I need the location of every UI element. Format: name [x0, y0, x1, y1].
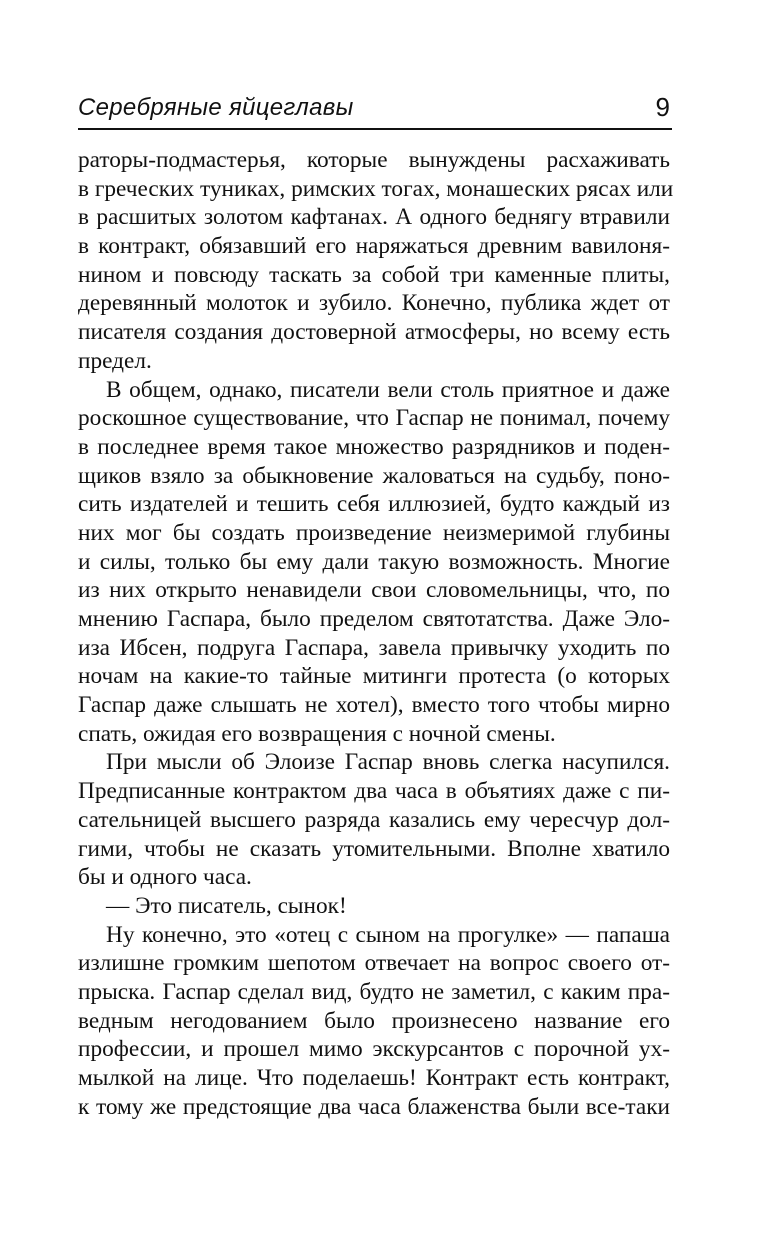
text-line: В общем, однако, писатели вели столь приятное и даже — [106, 376, 670, 403]
text-line: мнению Гаспара, было пределом святотатства. Даже Эло- — [78, 606, 670, 632]
page-number: 9 — [655, 92, 670, 122]
text-line: При мысли об Элоизе Гаспар вновь слегка насупился. — [106, 749, 670, 776]
text-line: нином и повсюду таскать за собой три каменные плиты, — [78, 261, 670, 288]
text-line: излишне громким шепотом отвечает на вопрос своего от- — [78, 950, 670, 977]
text-line: из них открыто ненавидели свои словомельницы, что, по — [78, 577, 670, 604]
body-text — [78, 146, 674, 1121]
text-line: Ну конечно, это «отец с сыном на прогулке» — папаша — [106, 921, 670, 948]
text-line: в расшитых золотом кафтанах. А одного беднягу втравили — [78, 204, 670, 231]
text-line: них мог бы создать произведение неизмеримой глубины — [78, 519, 670, 546]
text-line: ведным негодованием было произнесено название его — [78, 1007, 670, 1034]
text-line: Предписанные контрактом два часа в объятиях даже с пи- — [78, 778, 670, 805]
text-line: и силы, только бы ему дали такую возможность. Многие — [78, 548, 670, 575]
text-line: спать, ожидая его возвращения с ночной смены. — [78, 720, 556, 747]
text-line: мылкой на лице. Что поделаешь! Контракт есть контракт, — [78, 1065, 670, 1091]
text-line: бы и одного часа. — [78, 864, 252, 891]
text-line: роскошное существование, что Гаспар не понимал, почему — [78, 405, 670, 432]
running-title: Серебряные яйцеглавы — [78, 94, 354, 121]
text-line: сательницей высшего разряда казались ему чересчур дол- — [78, 806, 670, 833]
text-line: — Это писатель, сынок! — [106, 892, 347, 919]
text-line: в контракт, обязавший его наряжаться древним вавилоня- — [78, 233, 670, 260]
text-line: профессии, и прошел мимо экскурсантов с порочной ух- — [78, 1036, 670, 1063]
text-line: в последнее время такое множество разрядников и поден- — [78, 433, 670, 460]
text-line: сить издателей и тешить себя иллюзией, будто каждый из — [78, 491, 670, 518]
text-line: писателя создания достоверной атмосферы, но всему есть — [78, 319, 670, 346]
text-line: щиков взяло за обыкновение жаловаться на судьбу, поно- — [78, 462, 670, 489]
text-line: Гаспар даже слышать не хотел), вместо того чтобы мирно — [78, 692, 670, 719]
text-line: прыска. Гаспар сделал вид, будто не заметил, с каким пра- — [78, 978, 670, 1005]
text-line: предел. — [78, 347, 152, 374]
text-line: иза Ибсен, подруга Гаспара, завела привычку уходить по — [78, 634, 670, 661]
text-line: ночам на какие-то тайные митинги протеста (о которых — [78, 663, 670, 690]
text-line: гими, чтобы не сказать утомительными. Вполне хватило — [78, 835, 670, 862]
text-line: в греческих туниках, римских тогах, монашеских рясах или — [78, 175, 674, 202]
running-header — [78, 92, 672, 130]
text-line: деревянный молоток и зубило. Конечно, публика ждет от — [78, 290, 670, 317]
text-line: раторы-подмастерья, которые вынуждены расхаживать — [78, 147, 670, 173]
text-line: к тому же предстоящие два часа блаженства были все-таки — [78, 1093, 670, 1120]
